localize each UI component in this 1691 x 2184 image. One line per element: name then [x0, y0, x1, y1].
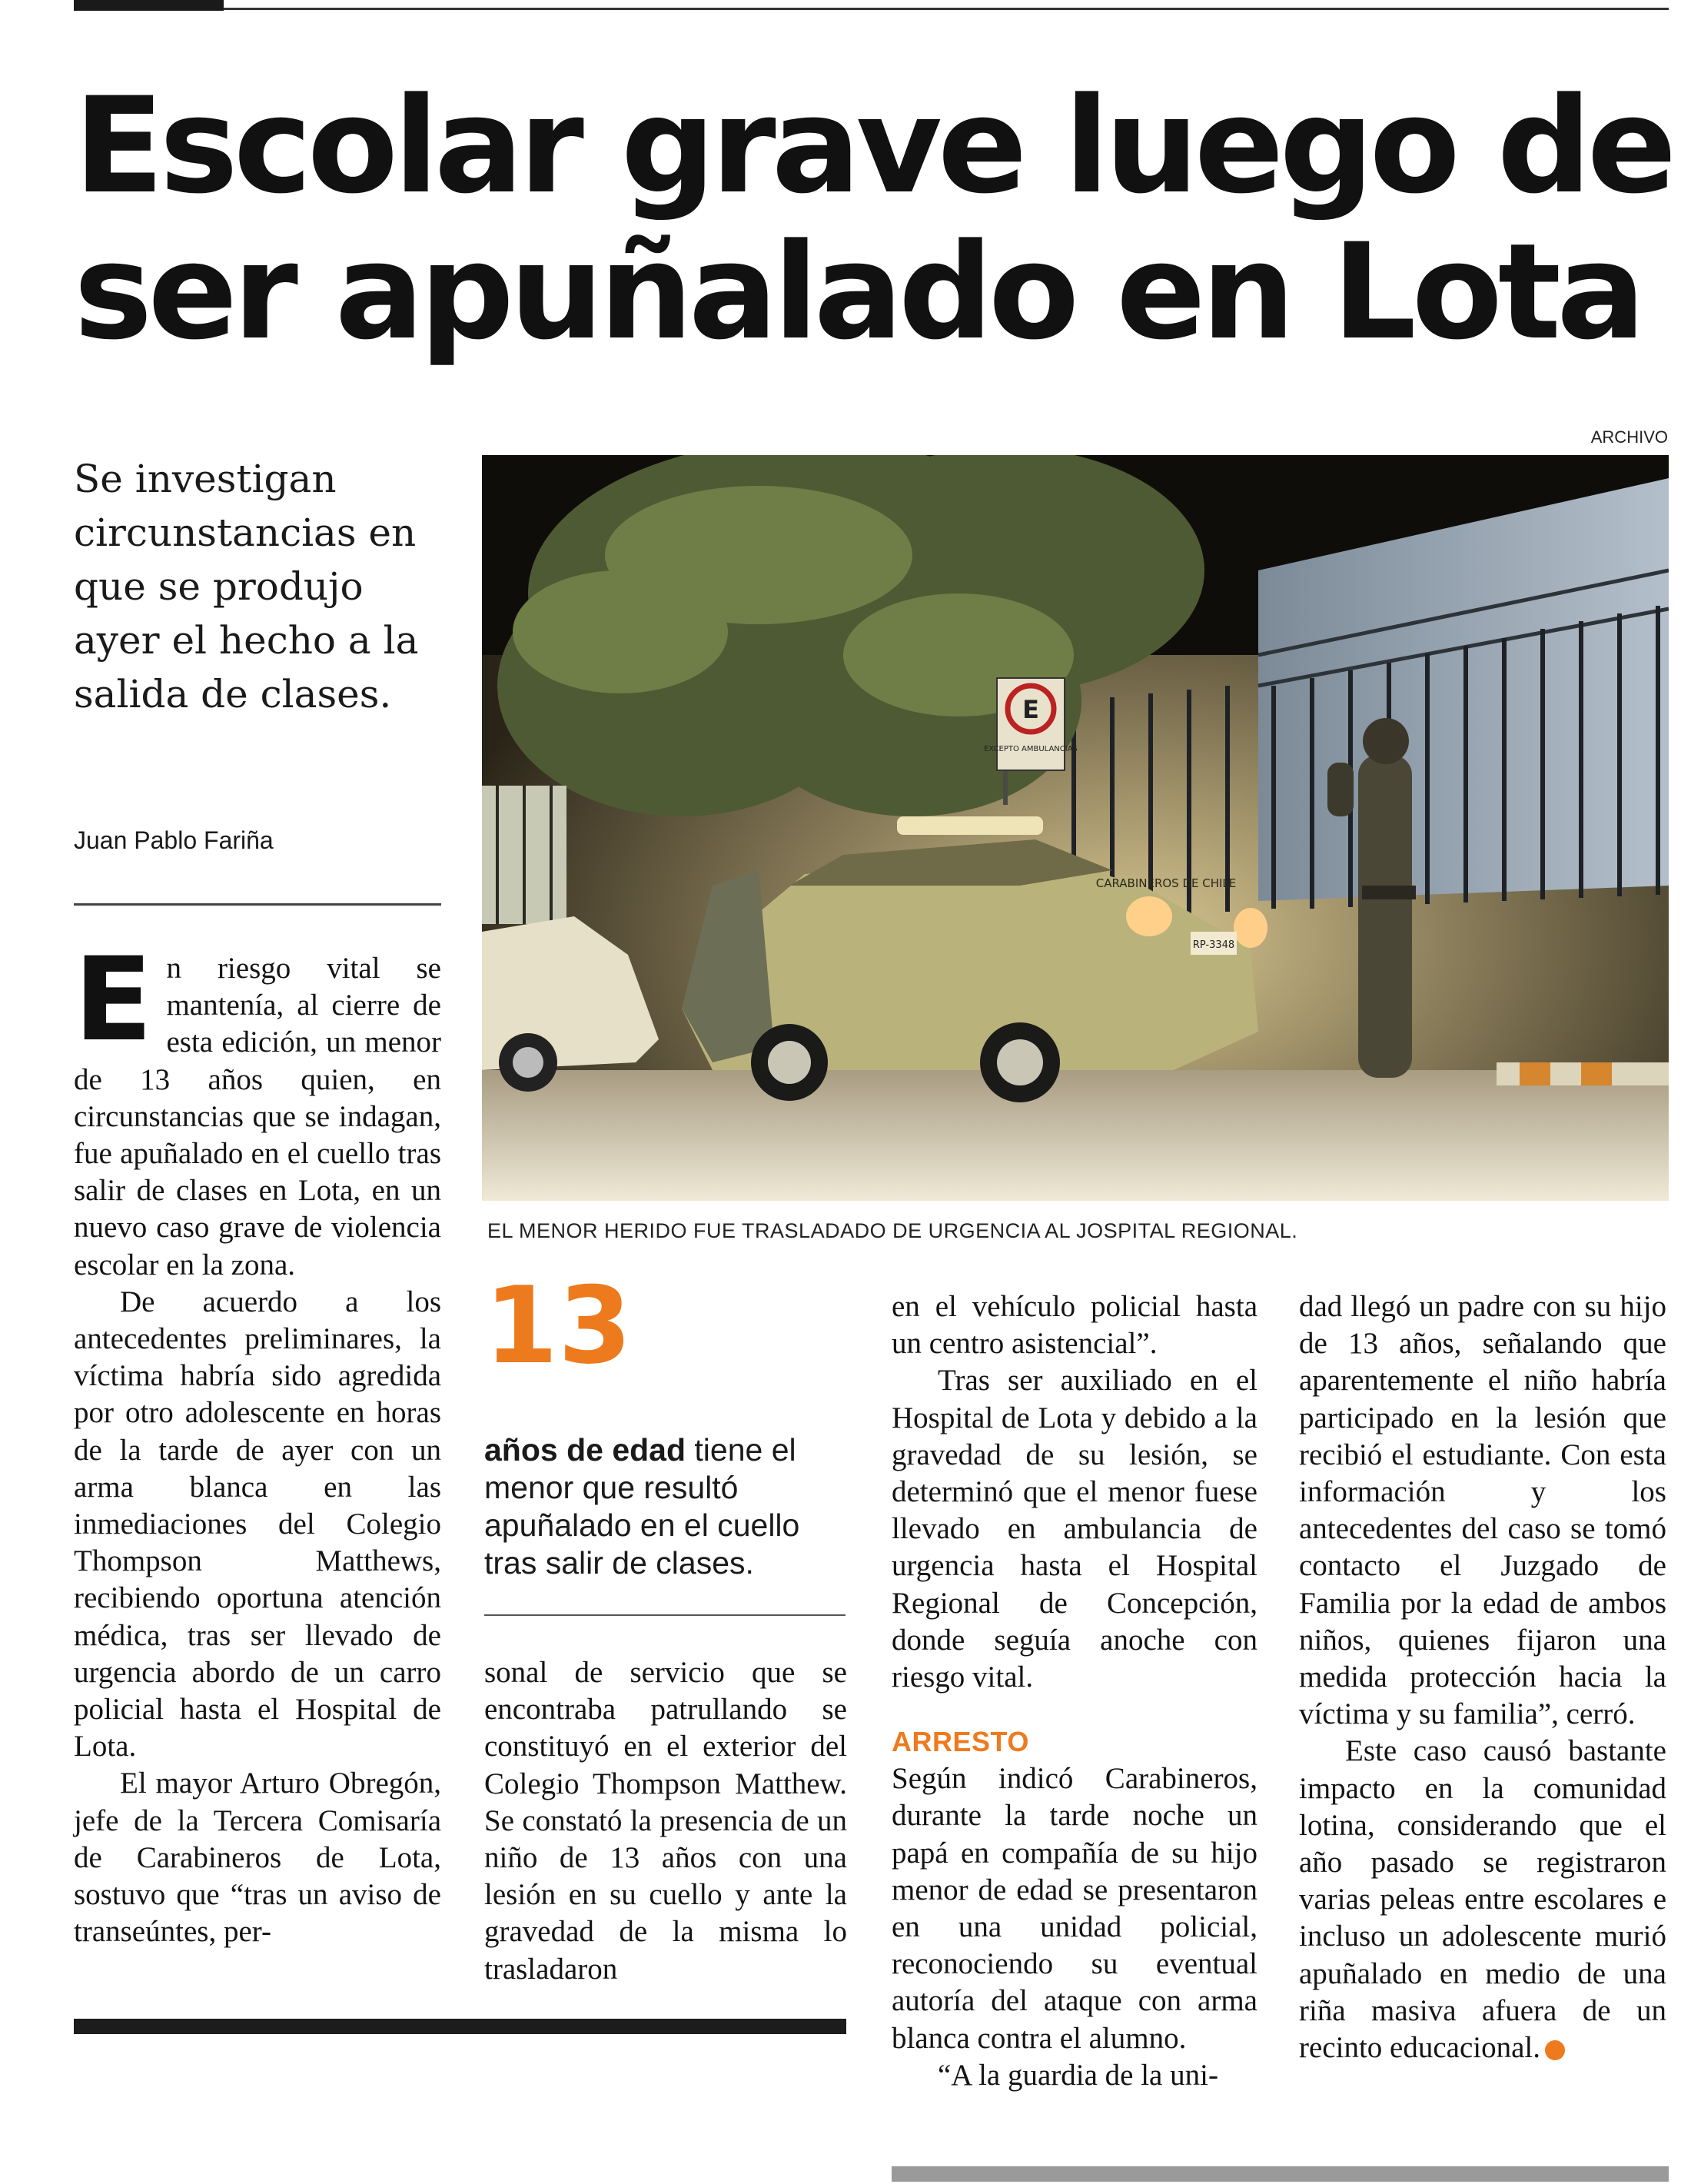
license-plate: RP-3348 — [1192, 939, 1235, 951]
article-column-1 — [74, 933, 441, 1950]
paragraph-6b: dad llegó un padre con su hijo de 13 años, señalando que aparentemente el niño habría participado en la lesión que recibió el estudiante. Con esta información y los antecedentes del caso se tomó contacto el Juzgado de Familia por la edad de ambos niños, quienes fijaron una medida protección hacia la víctima y su familia”, cerró. — [1299, 1290, 1666, 1731]
subheadline: Se investigan circunstancias en que se produjo ayer el hecho a la salida de clases. — [74, 457, 419, 716]
photo-illustration — [482, 455, 1669, 1201]
highlight-number: 13 — [484, 1264, 633, 1388]
photo-caption: EL MENOR HERIDO FUE TRASLADADO DE URGENCIA AL JOSPITAL REGIONAL. — [487, 1219, 1298, 1242]
sun-logo-icon: ✪ — [1545, 2040, 1565, 2060]
news-photo — [482, 455, 1669, 1201]
bottom-rule-right — [892, 2166, 1669, 2182]
byline: Juan Pablo Fariña — [74, 826, 274, 854]
paragraph-2: De acuerdo a los antecedentes preliminares, la víctima habría sido agredida por otro adolescente en horas de la tarde de ayer con un arma blanca en las inmediaciones del Colegio Thompson Matthews, recibiendo oportuna atención médica, tras ser llevado de urgencia abordo de un carro policial hasta el Hospital de Lota. — [74, 1285, 441, 1763]
highlight-text — [484, 1431, 846, 1582]
headline-line-2: ser apuñalado en Lota — [74, 214, 1642, 369]
highlight-bold: años de edad — [484, 1432, 686, 1468]
section-title-arresto: ARRESTO — [892, 1726, 1029, 1758]
car-door-text: CARABINEROS DE CHILE — [1095, 876, 1237, 890]
paragraph-5: Según indicó Carabineros, durante la tarde noche un papá en compañía de su hijo menor de edad se presentaron en una unidad policial, reconociendo su eventual autoría del ataque con arma blanca contra el alumno. — [892, 1762, 1257, 2055]
highlight-rule — [484, 1614, 846, 1616]
paragraph-3c: en el vehículo policial hasta un centro asistencial”. — [892, 1290, 1257, 1361]
parking-sign-letter: E — [1022, 695, 1039, 724]
byline-rule — [74, 903, 441, 906]
article-column-2 — [484, 1654, 847, 1988]
article-column-4 — [1299, 1288, 1666, 2066]
bottom-rule-left — [74, 2019, 846, 2034]
paragraph-3a: El mayor Arturo Obregón, jefe de la Tercera Comisaría de Carabineros de Lota, sostuvo que “tras un aviso de transeúntes, per- — [74, 1767, 441, 1949]
paragraph-6a: “A la guardia de la uni- — [938, 2058, 1218, 2092]
headline-line-1: Escolar grave luego de — [74, 68, 1673, 223]
paragraph-4: Tras ser auxiliado en el Hospital de Lota y debido a la gravedad de su lesión, se determinó que el menor fuese llevado en ambulancia de urgencia hasta el Hospital Regional de Concepción, donde seguía anoche con riesgo vital. — [892, 1364, 1257, 1694]
drop-cap: E — [74, 933, 153, 1067]
paragraph-3b: sonal de servicio que se encontraba patrullando se constituyó en el exterior del Colegio Thompson Matthew. Se constató la presencia de un niño de 13 años con una lesión en su cuello y ante la gravedad de la misma lo trasladaron — [484, 1656, 847, 1986]
highlight-rest: tiene el menor que resultó apuñalado en el cuello tras salir de clases. — [484, 1432, 800, 1581]
top-rule-thick — [74, 0, 224, 11]
top-rule-thin — [224, 8, 1669, 10]
headline — [74, 68, 1673, 369]
paragraph-1: n riesgo vital se mantenía, al cierre de esta edición, un menor de 13 años quien, en circunstancias que se indagan, fue apuñalado en el cuello tras salir de clases en Lota, en un nuevo caso grave de violencia escolar en la zona. — [74, 952, 441, 1281]
article-column-3 — [892, 1288, 1257, 2094]
photo-credit: ARCHIVO — [1590, 427, 1668, 447]
parking-sign-text: EXCEPTO AMBULANCIAS — [984, 745, 1078, 753]
paragraph-7: Este caso causó bastante impacto en la comunidad lotina, considerando que el año pasado se registraron varias peleas entre escolares e incluso un adolescente murió apuñalado en medio de una riña masiva afuera de un recinto educacional. — [1299, 1734, 1666, 2065]
